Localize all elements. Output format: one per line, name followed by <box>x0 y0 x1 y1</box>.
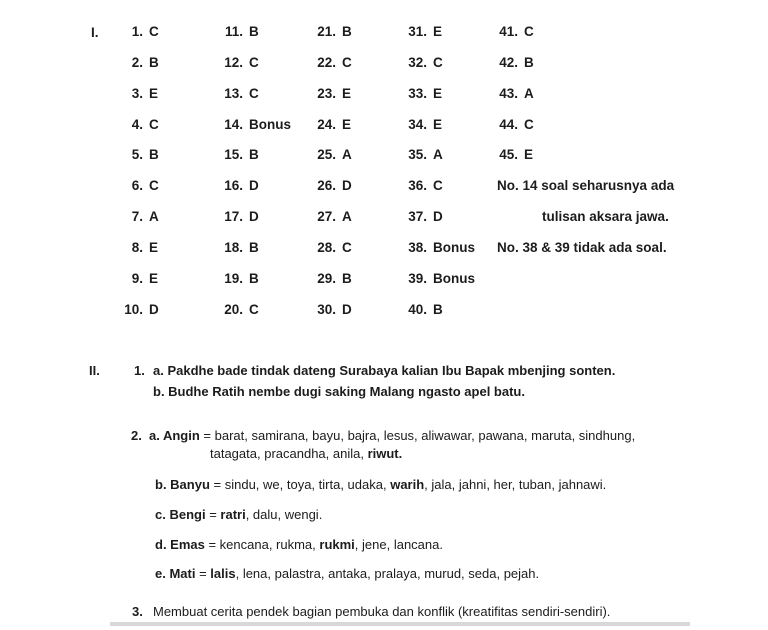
question-number: 34. <box>408 117 427 132</box>
answer-cell <box>209 146 259 163</box>
answer-value: B <box>249 240 259 255</box>
question-number: 32. <box>408 55 427 70</box>
answer-value: C <box>149 178 159 193</box>
text-segment: b. Banyu <box>155 477 210 492</box>
question-number: 6. <box>131 178 143 193</box>
question-number: 21. <box>317 24 336 39</box>
answer-line <box>153 383 525 400</box>
text-segment: = <box>195 566 211 581</box>
answer-cell <box>302 85 351 102</box>
answer-line <box>153 362 615 379</box>
answer-cell <box>393 85 442 102</box>
question-number: 15. <box>224 147 243 162</box>
answer-cell <box>109 239 158 256</box>
answer-value: C <box>149 24 159 39</box>
answer-value: E <box>433 117 443 132</box>
answer-line <box>155 565 539 582</box>
answer-value: D <box>433 209 443 224</box>
answer-cell <box>393 23 442 40</box>
answer-value: B <box>149 147 159 162</box>
answer-value: Bonus <box>433 271 475 286</box>
text-segment: = barat, samirana, bayu, bajra, lesus, aliwawar, pawana, maruta, sindhung, <box>199 428 636 443</box>
answer-cell <box>302 239 352 256</box>
answer-value: E <box>524 147 534 162</box>
answer-value: E <box>149 271 159 286</box>
answer-cell <box>393 116 442 133</box>
answer-line <box>149 427 635 444</box>
answer-key-note: tulisan aksara jawa. <box>542 209 669 224</box>
section-1-answer-grid <box>0 23 768 343</box>
text-segment: = kencana, rukma, <box>204 537 320 552</box>
answer-cell <box>393 146 443 163</box>
question-number: 2. <box>131 55 143 70</box>
answer-cell <box>302 54 352 71</box>
question-number: 17. <box>224 209 243 224</box>
answer-value: D <box>149 302 159 317</box>
question-number: 23. <box>317 86 336 101</box>
answer-value: E <box>433 24 443 39</box>
answer-cell <box>302 177 352 194</box>
answer-cell <box>302 146 352 163</box>
answer-cell <box>109 208 159 225</box>
question-number: 39. <box>408 271 427 286</box>
answer-value: C <box>249 86 259 101</box>
answer-cell <box>484 23 534 40</box>
section-2-label: II. <box>89 363 100 378</box>
question-number: 18. <box>224 240 243 255</box>
question-number: 30. <box>317 302 336 317</box>
answer-cell <box>209 54 259 71</box>
item-number: 2. <box>131 428 142 443</box>
answer-key-note: No. 14 soal seharusnya ada <box>497 178 675 193</box>
answer-line <box>155 476 606 493</box>
answer-cell <box>302 301 352 318</box>
question-number: 41. <box>499 24 518 39</box>
answer-cell <box>393 301 443 318</box>
answer-value: A <box>342 147 352 162</box>
answer-cell <box>109 301 159 318</box>
answer-value: A <box>149 209 159 224</box>
text-segment: , jene, lancana. <box>354 537 443 552</box>
answer-value: D <box>342 178 352 193</box>
question-number: 7. <box>131 209 143 224</box>
answer-cell <box>109 270 158 287</box>
item-number: 3. <box>132 604 143 619</box>
answer-value: A <box>433 147 443 162</box>
text-segment: b. Budhe Ratih nembe dugi saking Malang ngasto apel batu. <box>153 384 525 399</box>
answer-cell <box>209 270 259 287</box>
answer-value: C <box>249 55 259 70</box>
answer-value: C <box>433 178 443 193</box>
question-number: 3. <box>131 86 143 101</box>
question-number: 8. <box>131 240 143 255</box>
question-number: 13. <box>224 86 243 101</box>
answer-cell <box>209 208 259 225</box>
text-segment: e. Mati <box>155 566 196 581</box>
text-segment: , lena, palastra, antaka, pralaya, murud, seda, pejah. <box>235 566 540 581</box>
answer-value: A <box>524 86 534 101</box>
answer-cell <box>209 116 291 133</box>
question-number: 25. <box>317 147 336 162</box>
answer-cell <box>302 116 351 133</box>
answer-cell <box>393 239 475 256</box>
answer-line <box>155 506 322 523</box>
answer-value: C <box>524 117 534 132</box>
answer-key-note: No. 38 & 39 tidak ada soal. <box>497 240 667 255</box>
text-segment: = <box>205 507 221 522</box>
answer-cell <box>393 208 443 225</box>
answer-value: B <box>249 271 259 286</box>
question-number: 24. <box>317 117 336 132</box>
answer-cell <box>109 85 158 102</box>
answer-cell <box>393 270 475 287</box>
question-number: 16. <box>224 178 243 193</box>
answer-cell <box>109 177 159 194</box>
text-segment: warih <box>390 477 425 492</box>
question-number: 14. <box>224 117 243 132</box>
answer-value: B <box>433 302 443 317</box>
answer-value: C <box>149 117 159 132</box>
text-segment: = sindu, we, toya, tirta, udaka, <box>209 477 391 492</box>
next-line-crop-artifact <box>110 622 690 626</box>
question-number: 28. <box>317 240 336 255</box>
item-number: 1. <box>134 363 145 378</box>
answer-cell <box>209 301 259 318</box>
question-number: 35. <box>408 147 427 162</box>
text-segment: c. Bengi <box>155 507 206 522</box>
question-number: 22. <box>317 55 336 70</box>
answer-value: Bonus <box>249 117 291 132</box>
answer-cell <box>209 23 259 40</box>
answer-cell <box>393 54 443 71</box>
answer-cell <box>109 146 159 163</box>
answer-line <box>155 536 443 553</box>
answer-value: C <box>433 55 443 70</box>
text-segment: riwut. <box>367 446 403 461</box>
text-segment: a. Angin <box>149 428 200 443</box>
answer-value: B <box>249 147 259 162</box>
answer-value: E <box>149 86 159 101</box>
question-number: 26. <box>317 178 336 193</box>
question-number: 20. <box>224 302 243 317</box>
text-segment: d. Emas <box>155 537 205 552</box>
question-number: 4. <box>131 117 143 132</box>
answer-value: C <box>249 302 259 317</box>
answer-value: E <box>342 117 352 132</box>
question-number: 11. <box>224 24 243 39</box>
answer-cell <box>209 239 259 256</box>
text-segment: , dalu, wengi. <box>245 507 323 522</box>
question-number: 44. <box>499 117 518 132</box>
text-segment: rukmi <box>319 537 355 552</box>
answer-cell <box>484 54 534 71</box>
answer-value: E <box>149 240 159 255</box>
answer-value: B <box>249 24 259 39</box>
answer-cell <box>393 177 443 194</box>
question-number: 1. <box>131 24 143 39</box>
question-number: 42. <box>499 55 518 70</box>
question-number: 37. <box>408 209 427 224</box>
answer-value: E <box>342 86 352 101</box>
answer-value: C <box>524 24 534 39</box>
question-number: 40. <box>408 302 427 317</box>
answer-value: B <box>524 55 534 70</box>
answer-value: A <box>342 209 352 224</box>
answer-value: D <box>249 209 259 224</box>
answer-value: D <box>342 302 352 317</box>
question-number: 38. <box>408 240 427 255</box>
answer-value: D <box>249 178 259 193</box>
question-number: 5. <box>131 147 143 162</box>
answer-cell <box>484 116 534 133</box>
answer-value: C <box>342 55 352 70</box>
question-number: 29. <box>317 271 336 286</box>
answer-cell <box>209 177 259 194</box>
question-number: 36. <box>408 178 427 193</box>
question-number: 33. <box>408 86 427 101</box>
answer-value: B <box>342 24 352 39</box>
answer-cell <box>302 23 352 40</box>
question-number: 43. <box>499 86 518 101</box>
section-1-label: I. <box>91 25 99 40</box>
answer-cell <box>484 146 533 163</box>
answer-cell <box>109 116 159 133</box>
answer-value: Bonus <box>433 240 475 255</box>
answer-cell <box>209 85 259 102</box>
question-number: 9. <box>131 271 143 286</box>
text-segment: tatagata, pracandha, anila, <box>210 446 368 461</box>
answer-cell <box>302 270 352 287</box>
text-segment: , jala, jahni, her, tuban, jahnawi. <box>424 477 607 492</box>
question-number: 12. <box>224 55 243 70</box>
text-segment: ratri <box>220 507 246 522</box>
answer-cell <box>484 85 534 102</box>
answer-cell <box>109 54 159 71</box>
question-number: 27. <box>317 209 336 224</box>
answer-cell <box>109 23 159 40</box>
answer-line <box>210 445 402 462</box>
text-segment: lalis <box>210 566 236 581</box>
question-number: 31. <box>408 24 427 39</box>
answer-value: B <box>149 55 159 70</box>
answer-value: B <box>342 271 352 286</box>
text-segment: Membuat cerita pendek bagian pembuka dan konflik (kreatifitas sendiri-sendiri). <box>153 604 611 619</box>
answer-value: C <box>342 240 352 255</box>
question-number: 45. <box>499 147 518 162</box>
answer-cell <box>302 208 352 225</box>
answer-line <box>153 603 610 620</box>
text-segment: a. Pakdhe bade tindak dateng Surabaya kalian Ibu Bapak mbenjing sonten. <box>153 363 616 378</box>
answer-value: E <box>433 86 443 101</box>
question-number: 19. <box>224 271 243 286</box>
question-number: 10. <box>124 302 143 317</box>
